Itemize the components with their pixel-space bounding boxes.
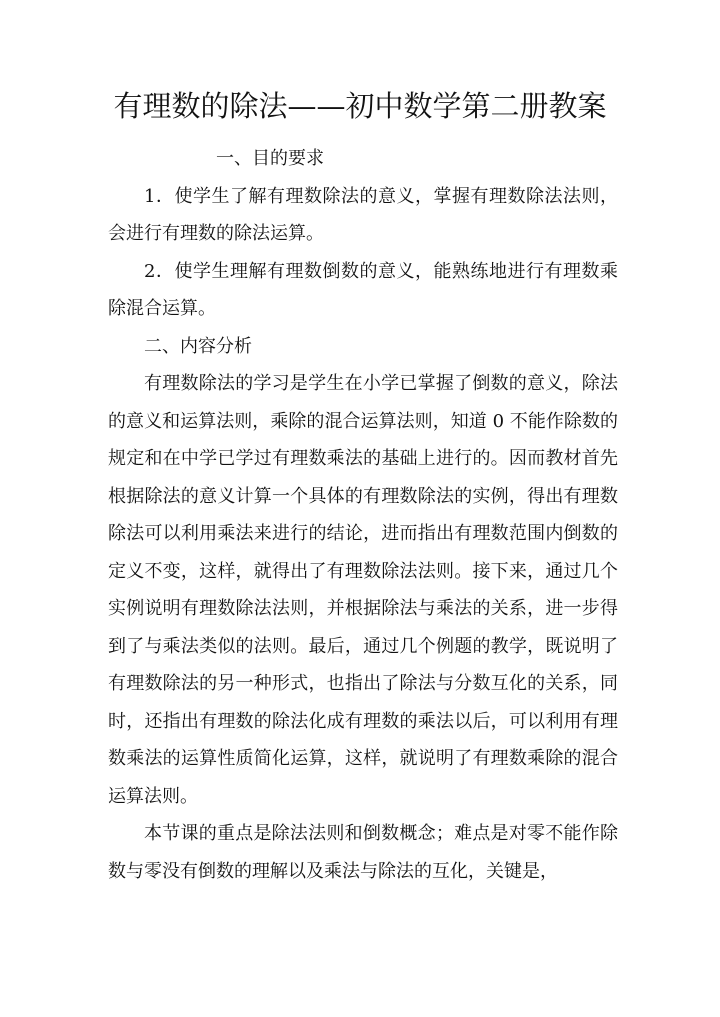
goal-item-2: 2．使学生理解有理数倒数的意义，能熟练地进行有理数乘除混合运算。 [108,260,618,319]
goal-item-1: 1．使学生了解有理数除法的意义，掌握有理数除法法则，会进行有理数的除法运算。 [108,185,618,244]
document-title: 有理数的除法——初中数学第二册教案 [113,89,607,123]
analysis-paragraph-2: 本节课的重点是除法法则和倒数概念；难点是对零不能作除数与零没有倒数的理解以及乘法与除法的互化，关键是， [108,823,618,882]
analysis-paragraph-1: 有理数除法的学习是学生在小学已掌握了倒数的意义，除法的意义和运算法则，乘除的混合运算法则，知道 0 不能作除数的规定和在中学已学过有理数乘法的基础上进行的。因而教材首先根据除法的意义计算一个具体的有理数除法的实例，得出有理数除法可以利用乘法来进行的结论，进而指出有理数范围内倒数的定义不变，这样，就得出了有理数除法法则。接下来，通过几个实例说明有理数除法法则，并根据除法与乘法的关系，进一步得到了与乘法类似的法则。最后，通过几个例题的教学，既说明了有理数除法的另一种形式，也指出了除法与分数互化的关系，同时，还指出有理数的除法化成有理数的乘法以后，可以利用有理数乘法的运算性质简化运算，这样，就说明了有理数乘除的混合运算法则。 [108,373,618,807]
section-heading-analysis: 二、内容分析 [144,335,252,357]
section-heading-goals: 一、目的要求 [216,148,324,169]
document-body [108,140,618,890]
